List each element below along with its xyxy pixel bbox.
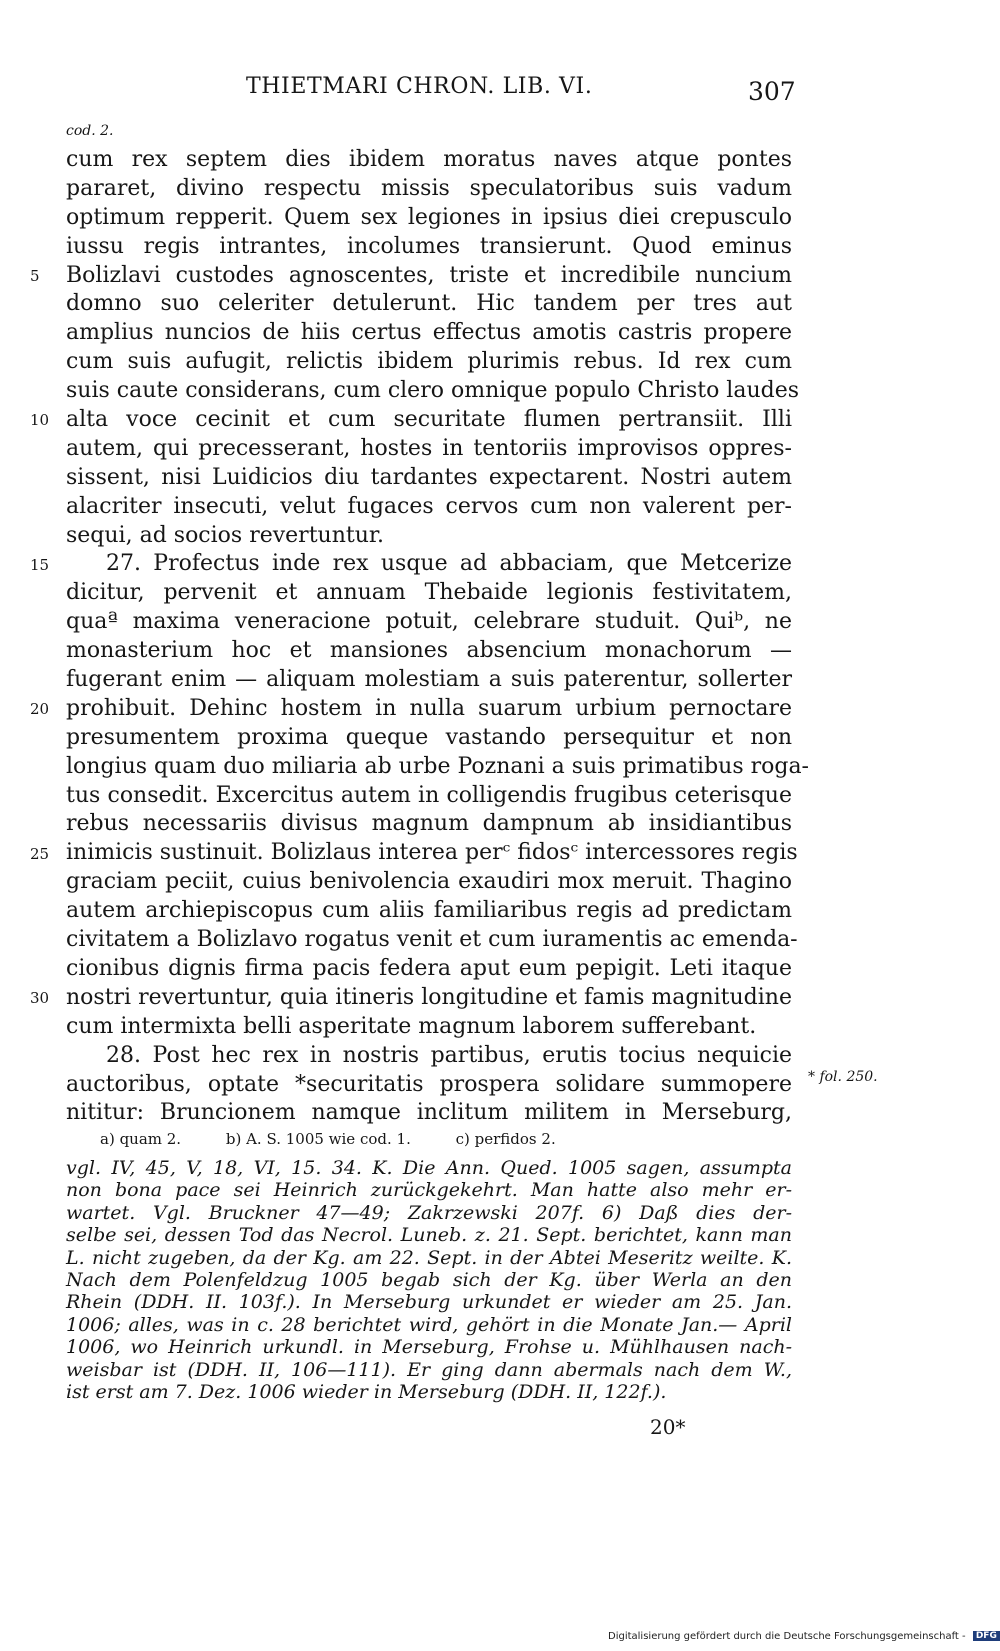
page-number: 307 [748, 77, 796, 106]
line-number: 20 [30, 700, 50, 719]
text-line: dicitur, pervenit et annuam Thebaide legionis festivitatem, [66, 580, 792, 606]
text-line: autem archiepiscopus cum aliis familiaribus regis ad predictam [66, 898, 792, 924]
text-line: monasterium hoc et mansiones absencium monachorum — [66, 638, 792, 664]
text-line: rebus necessariis divisus magnum dampnum ab insidiantibus [66, 811, 792, 837]
text-line: cionibus dignis firma pacis federa aput eum pepigit. Leti itaque [66, 955, 792, 981]
commentary-line: wartet. Vgl. Bruckner 47—49; Zakrzewski 207f. 6) Daß dies der- [66, 1201, 792, 1224]
text-line: fugerant enim — aliquam molestiam a suis paterentur, sollerter [66, 667, 792, 693]
line-number: 5 [30, 266, 40, 285]
variant-note: b) A. S. 1005 wie cod. 1. [225, 1130, 411, 1148]
text-line: nititur: Bruncionem namque inclitum militem in Merseburg, [66, 1100, 792, 1126]
line-number: 30 [30, 989, 50, 1008]
text-line: cum rex septem dies ibidem moratus naves atque pontes [66, 147, 792, 172]
text-line: iussu regis intrantes, incolumes transierunt. Quod eminus [66, 233, 792, 259]
commentary-line: weisbar ist (DDH. II, 106—111). Er ging dann abermals nach dem W., [66, 1358, 792, 1381]
text-line: auctoribus, optate *securitatis prospera solidare summopere [66, 1071, 792, 1097]
text-line: suis caute considerans, cum clero omnique populo Christo laudes [66, 378, 800, 404]
commentary-footnotes [66, 1157, 792, 1403]
footer-text: Digitalisierung gefördert durch die Deutsche Forschungsgemeinschaft - [608, 1631, 966, 1642]
digitization-footer [608, 1631, 1000, 1642]
commentary-line: Rhein (DDH. II. 103f.). In Merseburg urkundet er wieder am 25. Jan. [66, 1291, 792, 1314]
line-number: 15 [30, 555, 50, 574]
text-line: alta voce cecinit et cum securitate flumen pertransiit. Illi [66, 407, 792, 433]
line-number: 10 [30, 411, 50, 430]
text-line: autem, qui precesserant, hostes in tentoriis improvisos oppres- [66, 435, 792, 461]
commentary-line: Nach dem Polenfeldzug 1005 begab sich der Kg. über Werla an den [66, 1268, 792, 1291]
text-line: 27. Profectus inde rex usque ad abbaciam, que Metcerize [106, 551, 792, 577]
text-line: inimicis sustinuit. Bolizlaus interea perᶜ fidosᶜ intercessores regis [66, 840, 798, 866]
text-line: sissent, nisi Luidicios diu tardantes expectarent. Nostri autem [66, 464, 792, 490]
text-line: tus consedit. Excercitus autem in colligendis frugibus ceterisque [66, 782, 792, 808]
commentary-line: vgl. IV, 45, V, 18, VI, 15. 34. K. Die Ann. Qued. 1005 sagen, assumpta [66, 1157, 792, 1179]
printer-signature: 20* [650, 1415, 686, 1439]
text-line: presumentem proxima queque vastando persequitur et non [66, 724, 792, 750]
variant-note: c) perfidos 2. [455, 1130, 556, 1148]
folio-margin-note: * fol. 250. [808, 1069, 878, 1085]
dfg-logo: DFG [973, 1631, 1000, 1641]
text-line: amplius nuncios de hiis certus effectus amotis castris propere [66, 320, 792, 346]
variant-apparatus [100, 1130, 596, 1148]
text-line: pararet, divino respectu missis speculatoribus suis vadum [66, 175, 792, 201]
text-line: cum intermixta belli asperitate magnum laborem sufferebant. [66, 1013, 757, 1039]
codex-note: cod. 2. [66, 123, 114, 139]
commentary-line: L. nicht zugeben, da der Kg. am 22. Sept. in der Abtei Meseritz weilte. K. [66, 1246, 792, 1269]
text-line: cum suis aufugit, relictis ibidem plurimis rebus. Id rex cum [66, 349, 792, 375]
text-line: nostri revertuntur, quia itineris longitudine et famis magnitudine [66, 984, 792, 1010]
line-number: 25 [30, 844, 50, 863]
running-title: THIETMARI CHRON. LIB. VI. [246, 74, 593, 99]
commentary-line: non bona pace sei Heinrich zurückgekehrt. Man hatte also mehr er- [66, 1179, 792, 1202]
commentary-line: 1006; alles, was in c. 28 berichtet wird, gehört in die Monate Jan.— April [66, 1313, 792, 1336]
text-line: longius quam duo miliaria ab urbe Poznani a suis primatibus roga- [66, 753, 809, 779]
text-line: 28. Post hec rex in nostris partibus, erutis tocius nequicie [106, 1042, 792, 1068]
commentary-line: selbe sei, dessen Tod das Necrol. Luneb. z. 21. Sept. berichtet, kann man [66, 1224, 792, 1247]
commentary-line: ist erst am 7. Dez. 1006 wieder in Merseburg (DDH. II, 122f.). [66, 1380, 667, 1403]
commentary-line: 1006, wo Heinrich urkundl. in Merseburg, Frohse u. Mühlhausen nach- [66, 1336, 792, 1359]
text-line: optimum repperit. Quem sex legiones in ipsius diei crepusculo [66, 204, 792, 230]
page-header [0, 74, 1000, 106]
text-line: Bolizlavi custodes agnoscentes, triste et incredibile nuncium [66, 262, 792, 288]
text-line: civitatem a Bolizlavo rogatus venit et cum iuramentis ac emenda- [66, 927, 798, 953]
text-line: prohibuit. Dehinc hostem in nulla suarum urbium pernoctare [66, 695, 792, 721]
text-line: graciam peciit, cuius benivolencia exaudiri mox meruit. Thagino [66, 869, 792, 895]
text-line: alacriter insecuti, velut fugaces cervos cum non valerent per- [66, 493, 792, 519]
text-line: sequi, ad socios revertuntur. [66, 522, 384, 548]
text-line: quaª maxima veneracione potuit, celebrare studuit. Quiᵇ, ne [66, 609, 792, 635]
main-text [66, 146, 809, 1128]
text-line: domno suo celeriter detulerunt. Hic tandem per tres aut [66, 291, 792, 317]
variant-note: a) quam 2. [100, 1130, 182, 1148]
